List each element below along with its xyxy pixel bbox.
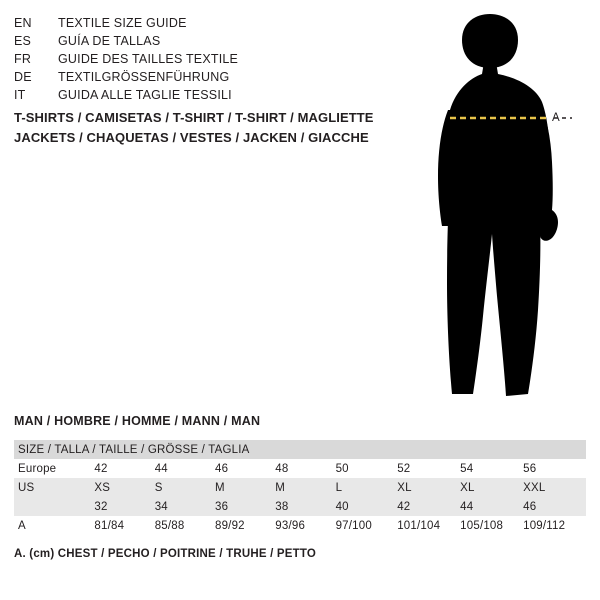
cell: 109/112 [523, 516, 586, 535]
table-row [14, 497, 586, 516]
male-silhouette-figure [400, 10, 600, 410]
cell: 48 [275, 459, 335, 478]
language-row [14, 68, 374, 86]
language-text: TEXTILGRÖSSENFÜHRUNG [58, 70, 230, 84]
cell: 40 [336, 497, 398, 516]
cell: M [275, 478, 335, 497]
table-row [14, 516, 586, 535]
language-list [14, 14, 374, 104]
cell: 46 [215, 459, 275, 478]
cell: S [155, 478, 215, 497]
category-tshirts: T-SHIRTS / CAMISETAS / T-SHIRT / T-SHIRT / MAGLIETTE [14, 110, 374, 125]
silhouette-icon [400, 10, 600, 410]
cell: M [215, 478, 275, 497]
language-row [14, 14, 374, 32]
measure-marker-a-label: A [552, 112, 561, 124]
language-text: GUÍA DE TALLAS [58, 34, 161, 48]
language-row [14, 50, 374, 68]
cell: 46 [523, 497, 586, 516]
cell: 101/104 [397, 516, 460, 535]
cell: 42 [94, 459, 154, 478]
cell: L [336, 478, 398, 497]
language-text: TEXTILE SIZE GUIDE [58, 16, 187, 30]
cell: 81/84 [94, 516, 154, 535]
cell: 85/88 [155, 516, 215, 535]
size-table [14, 440, 586, 535]
footnote: A. (cm) CHEST / PECHO / POITRINE / TRUHE / PETTO [14, 548, 317, 560]
cell: 42 [397, 497, 460, 516]
cell: 56 [523, 459, 586, 478]
cell: 44 [155, 459, 215, 478]
cell: 50 [336, 459, 398, 478]
category-jackets: JACKETS / CHAQUETAS / VESTES / JACKEN / GIACCHE [14, 130, 369, 145]
language-code: EN [14, 16, 32, 30]
row-label: US [14, 478, 94, 497]
cell: XL [460, 478, 523, 497]
cell: 32 [94, 497, 154, 516]
language-code: ES [14, 34, 32, 48]
table-row [14, 459, 586, 478]
category-list [14, 108, 434, 148]
cell: 54 [460, 459, 523, 478]
row-label [14, 497, 94, 516]
language-text: GUIDE DES TAILLES TEXTILE [58, 52, 239, 66]
cell: 105/108 [460, 516, 523, 535]
table-title: MAN / HOMBRE / HOMME / MANN / MAN [14, 414, 261, 428]
language-code: DE [14, 70, 32, 84]
cell: 93/96 [275, 516, 335, 535]
cell: 38 [275, 497, 335, 516]
cell: 34 [155, 497, 215, 516]
row-label: Europe [14, 459, 94, 478]
language-code: IT [14, 88, 26, 102]
cell: 36 [215, 497, 275, 516]
cell: XL [397, 478, 460, 497]
cell: XXL [523, 478, 586, 497]
table-row [14, 478, 586, 497]
table-header-row [14, 440, 586, 459]
row-label: A [14, 516, 94, 535]
cell: 89/92 [215, 516, 275, 535]
language-row [14, 86, 374, 104]
cell: 44 [460, 497, 523, 516]
table-header-label: SIZE / TALLA / TAILLE / GRÖSSE / TAGLIA [14, 440, 586, 459]
language-code: FR [14, 52, 32, 66]
cell: 97/100 [336, 516, 398, 535]
cell: XS [94, 478, 154, 497]
cell: 52 [397, 459, 460, 478]
language-row [14, 32, 374, 50]
language-text: GUIDA ALLE TAGLIE TESSILI [58, 88, 232, 102]
